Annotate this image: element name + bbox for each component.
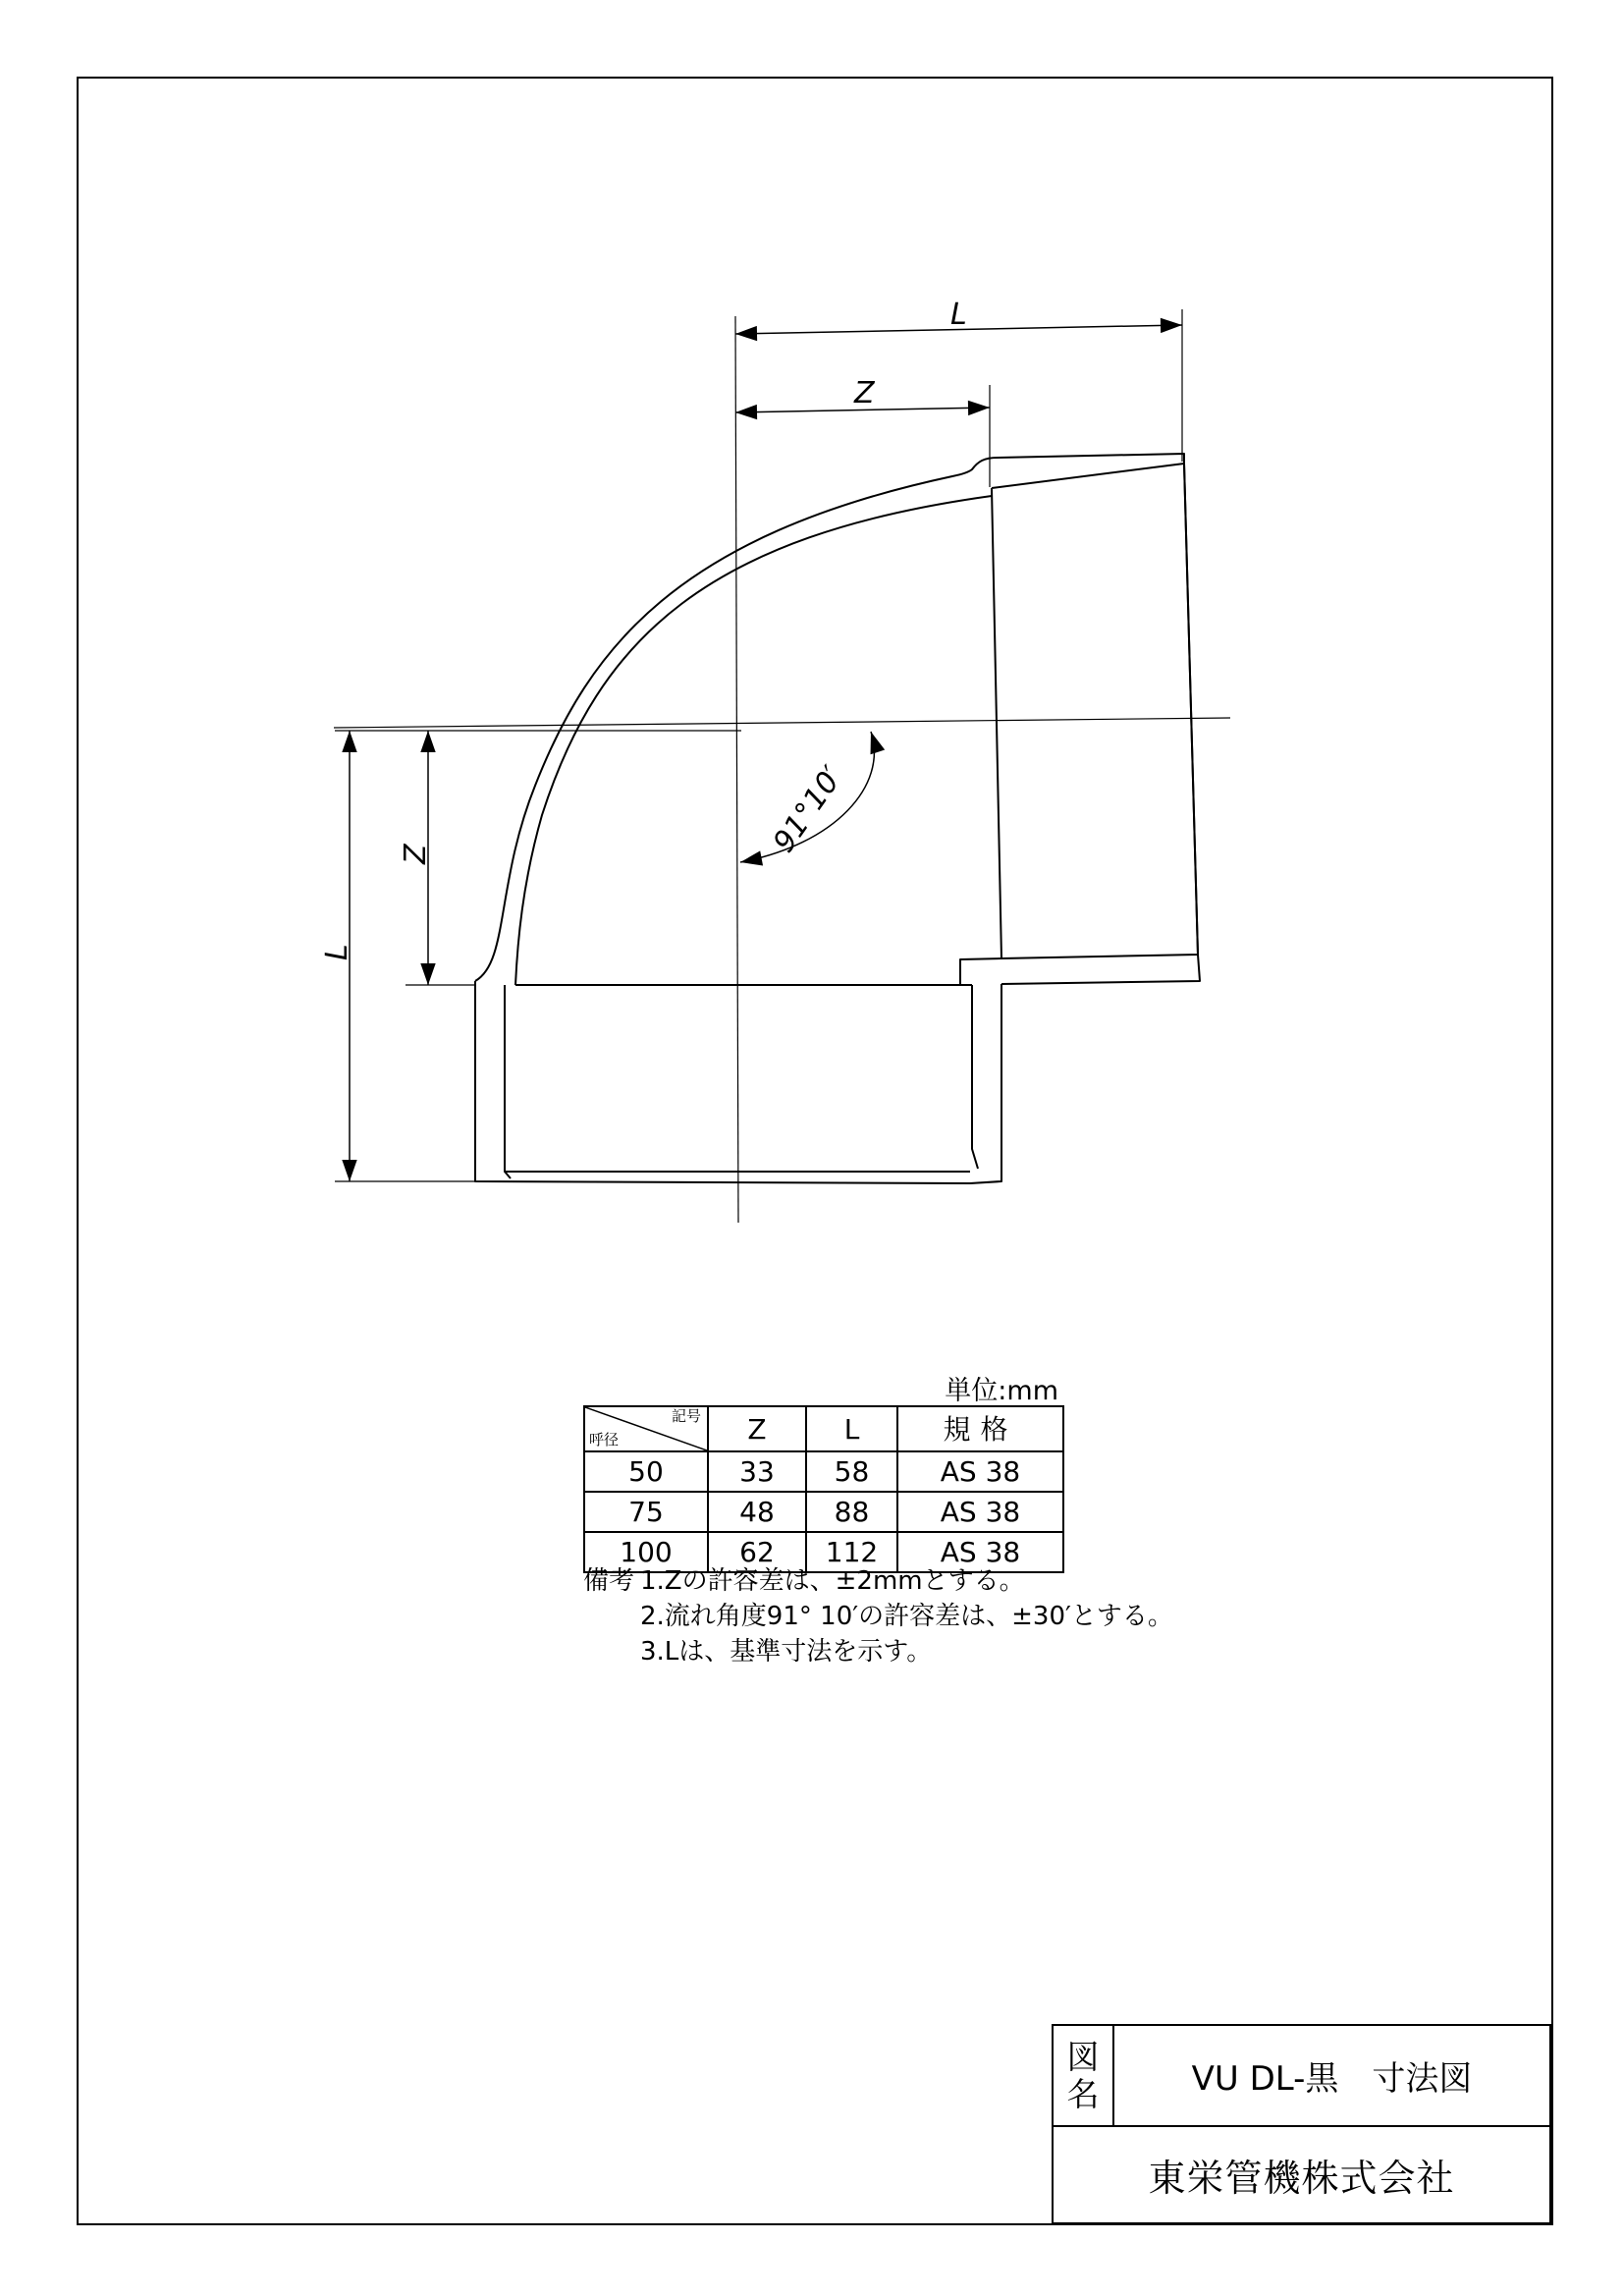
dim-label-angle: 91°10′ [766, 760, 850, 859]
cell-z: 62 [708, 1532, 806, 1572]
drawing-name: VU DL-黒 寸法図 [1191, 2059, 1473, 2099]
table-row [584, 1451, 1063, 1492]
cell-l: 58 [806, 1451, 897, 1492]
notes-heading: 備考 [583, 1566, 635, 1596]
table-row [584, 1492, 1063, 1532]
drawing-name-label [1054, 2026, 1114, 2125]
cell-nominal: 50 [584, 1451, 708, 1492]
label-top-char: 図 [1066, 2037, 1100, 2076]
table-corner-cell [584, 1406, 708, 1451]
cell-spec: AS 38 [897, 1492, 1063, 1532]
cell-nominal: 75 [584, 1492, 708, 1532]
dim-label-left-l: L [320, 944, 354, 960]
table-header-spec: 規格 [897, 1406, 1063, 1451]
note-item: 3.Lは、基準寸法を示す。 [640, 1637, 933, 1667]
dimension-table [583, 1405, 1064, 1573]
notes-block [583, 1563, 1173, 1669]
company-name: 東栄管機株式会社 [1148, 2157, 1455, 2200]
dim-label-top-l: L [950, 298, 967, 332]
title-block-name-row [1054, 2026, 1549, 2127]
corner-label-nominal: 呼径 [589, 1431, 620, 1449]
dim-label-top-z: Z [854, 376, 875, 410]
drawing-frame [78, 78, 1552, 2224]
cell-spec: AS 38 [897, 1451, 1063, 1492]
note-item: 2.流れ角度91° 10′の許容差は、±30′とする。 [640, 1602, 1173, 1631]
cell-nominal: 100 [584, 1532, 708, 1572]
cell-l: 88 [806, 1492, 897, 1532]
cell-spec: AS 38 [897, 1532, 1063, 1572]
cell-l: 112 [806, 1532, 897, 1572]
elbow-body [475, 454, 1200, 1183]
table-header-z: Z [708, 1406, 806, 1451]
label-bottom-char: 名 [1066, 2074, 1100, 2113]
corner-label-symbol: 記号 [671, 1407, 701, 1425]
note-item: 1.Zの許容差は、±2mmとする。 [640, 1566, 1025, 1596]
extension-lines [335, 309, 1182, 1181]
table-header-l: L [806, 1406, 897, 1451]
title-block [1052, 2024, 1551, 2224]
center-lines [334, 316, 1230, 1223]
dim-label-left-z: Z [399, 844, 433, 864]
unit-label: 単位:mm [945, 1376, 1058, 1406]
table-header-row [584, 1406, 1063, 1451]
cell-z: 48 [708, 1492, 806, 1532]
cell-z: 33 [708, 1451, 806, 1492]
